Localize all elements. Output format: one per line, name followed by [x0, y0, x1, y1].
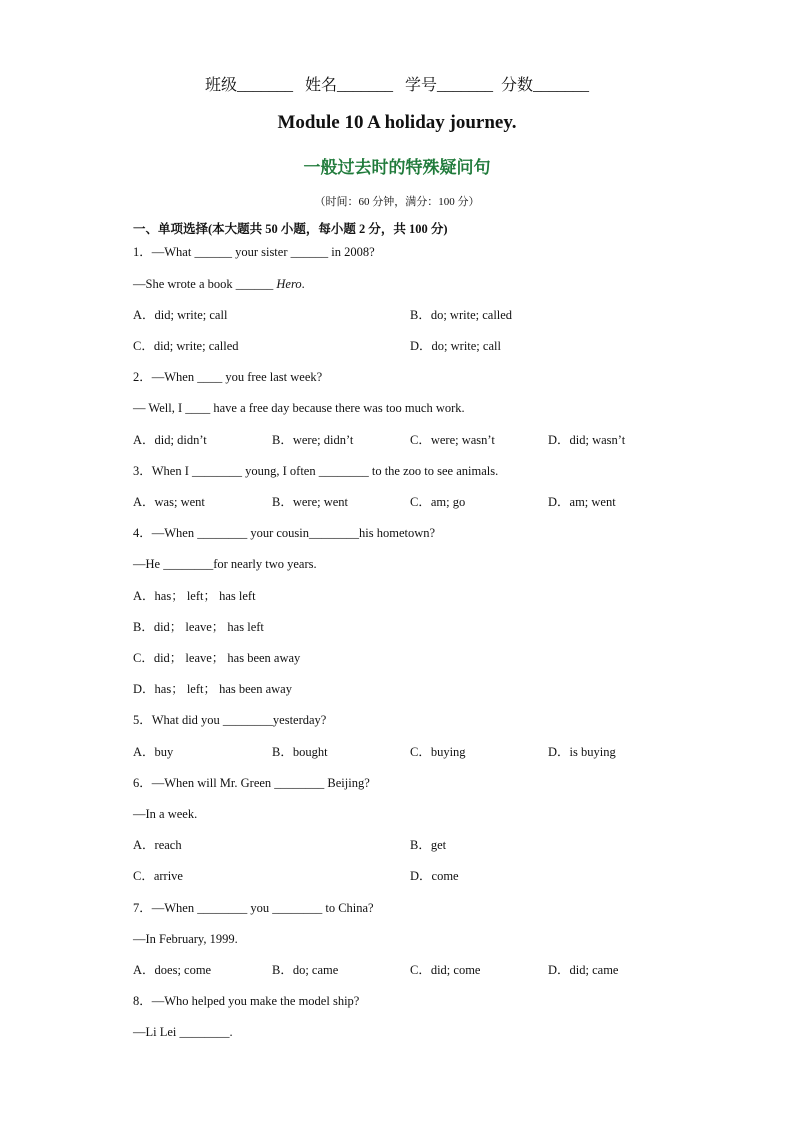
question-2-option-a[interactable]: A．did; didn’t — [133, 433, 207, 447]
question-4-option-d[interactable]: D．has； left； has been away — [133, 682, 292, 696]
question-1-stem: 1．—What ______ your sister ______ in 2008? — [133, 245, 375, 259]
question-2-option-d[interactable]: D．did; wasn’t — [548, 433, 626, 447]
question-3-option-c[interactable]: C．am; go — [410, 495, 466, 509]
question-6-dialog: —In a week. — [133, 807, 198, 821]
question-1-dialog-prefix: —She wrote a book ______ — [133, 277, 277, 291]
question-2-dialog: — Well, I ____ have a free day because there was too much work. — [133, 401, 465, 415]
question-5-option-b[interactable]: B．bought — [272, 745, 328, 759]
question-2-option-b[interactable]: B．were; didn’t — [272, 433, 354, 447]
question-5-option-d[interactable]: D．is buying — [548, 745, 616, 759]
question-5-option-c[interactable]: C．buying — [410, 745, 466, 759]
question-7-option-b[interactable]: B．do; came — [272, 963, 339, 977]
question-1-book-title: Hero — [276, 277, 302, 291]
question-3-stem: 3．When I ________ young, I often ________ to the zoo to see animals. — [133, 464, 499, 478]
question-1-dialog — [133, 276, 305, 292]
question-2-option-c[interactable]: C．were; wasn’t — [410, 433, 495, 447]
question-7-option-a[interactable]: A．does; come — [133, 963, 212, 977]
page-subtitle: 一般过去时的特殊疑问句 — [303, 158, 491, 178]
question-7-option-c[interactable]: C．did; come — [410, 963, 481, 977]
question-6-option-b[interactable]: B．get — [410, 838, 447, 852]
question-4-option-b[interactable]: B．did； leave； has left — [133, 620, 264, 634]
section-heading: 一、单项选择(本大题共 50 小题，每小题 2 分，共 100 分) — [133, 222, 448, 236]
question-5-option-a[interactable]: A．buy — [133, 745, 174, 759]
question-1-option-d[interactable]: D．do; write; call — [410, 339, 501, 353]
question-3-option-a[interactable]: A．was; went — [133, 495, 205, 509]
question-3-option-d[interactable]: D．am; went — [548, 495, 616, 509]
question-4-stem: 4．—When ________ your cousin________his hometown? — [133, 526, 436, 540]
question-6-option-a[interactable]: A．reach — [133, 838, 182, 852]
question-1-dialog-suffix: . — [301, 277, 305, 291]
question-1-option-a[interactable]: A．did; write; call — [133, 308, 228, 322]
question-4-option-a[interactable]: A．has； left； has left — [133, 589, 256, 603]
question-6-option-d[interactable]: D．come — [410, 869, 459, 883]
question-5-stem: 5．What did you ________yesterday? — [133, 713, 327, 727]
question-7-stem: 7．—When ________ you ________ to China? — [133, 901, 374, 915]
exam-meta: （时间：60 分钟，满分：100 分） — [314, 196, 480, 208]
page-title: Module 10 A holiday journey. — [277, 112, 517, 133]
question-8-dialog: —Li Lei ________. — [133, 1025, 233, 1039]
question-1-option-c[interactable]: C．did; write; called — [133, 339, 239, 353]
question-7-dialog: —In February, 1999. — [133, 932, 238, 946]
question-3-option-b[interactable]: B．were; went — [272, 495, 349, 509]
question-6-option-c[interactable]: C．arrive — [133, 869, 183, 883]
question-8-stem: 8．—Who helped you make the model ship? — [133, 994, 360, 1008]
question-7-option-d[interactable]: D．did; came — [548, 963, 619, 977]
question-2-stem: 2．—When ____ you free last week? — [133, 370, 323, 384]
question-4-dialog: —He ________for nearly two years. — [133, 557, 317, 571]
question-1-option-b[interactable]: B．do; write; called — [410, 308, 513, 322]
question-6-stem: 6．—When will Mr. Green ________ Beijing? — [133, 776, 370, 790]
question-4-option-c[interactable]: C．did； leave； has been away — [133, 651, 301, 665]
student-info-header: 班级_______ 姓名_______ 学号_______ 分数_______ — [204, 77, 589, 94]
